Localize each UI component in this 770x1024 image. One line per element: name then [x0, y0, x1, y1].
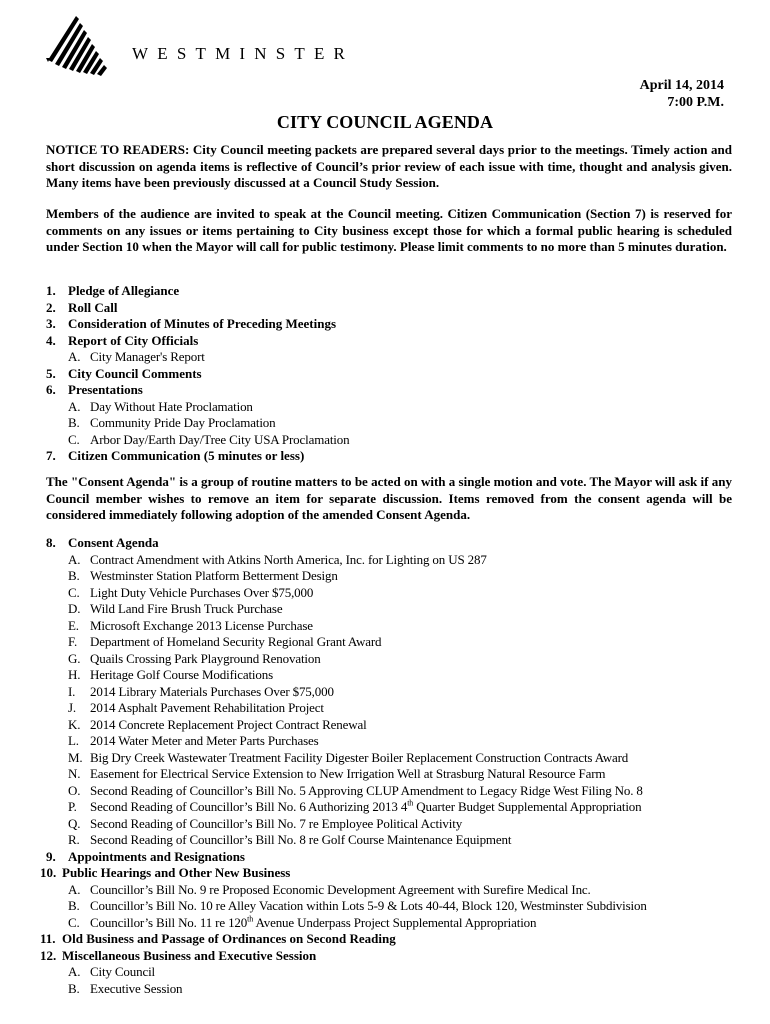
agenda-subitem: F. Department of Homeland Security Regional Grant Award [68, 634, 382, 649]
agenda-subitem: A. Contract Amendment with Atkins North America, Inc. for Lighting on US 287 [68, 551, 487, 567]
agenda-subitem: B. Councillor’s Bill No. 10 re Alley Vacation within Lots 5-9 & Lots 40-44, Block 120, Westminster Subdivision [68, 898, 647, 913]
agenda-item: 12. Miscellaneous Business and Executive Session [40, 947, 317, 963]
agenda-subitem: D. Wild Land Fire Brush Truck Purchase [68, 601, 283, 616]
city-name: WESTMINSTER [132, 44, 355, 63]
agenda-item: 9. Appointments and Resignations [46, 848, 245, 864]
meeting-date: April 14, 2014 [639, 78, 724, 93]
agenda-subitem: C. Arbor Day/Earth Day/Tree City USA Proclamation [68, 431, 350, 447]
agenda-subitem: A. Councillor’s Bill No. 9 re Proposed Economic Development Agreement with Surefire Medical Inc. [68, 881, 591, 897]
agenda-list-part1 [46, 283, 746, 465]
agenda-subitem: P. Second Reading of Councillor’s Bill No. 6 Authorizing 2013 4th Quarter Budget Supplemental Appropriation [68, 798, 642, 814]
agenda-item: 1. Pledge of Allegiance [46, 283, 180, 298]
agenda-subitem: B. Westminster Station Platform Betterment Design [68, 568, 338, 583]
agenda-subitem: I. 2014 Library Materials Purchases Over $75,000 [68, 683, 334, 699]
agenda-item: 11. Old Business and Passage of Ordinances on Second Reading [40, 931, 396, 946]
agenda-item: 10. Public Hearings and Other New Business [40, 865, 291, 880]
members-notice: Members of the audience are invited to speak at the Council meeting. Citizen Communication (Section 7) is reserved for comments on any issues or items pertaining to City business except those for which a formal public hearing is scheduled under Section 10 when the Mayor will call for public testimony. Please limit comments to no more than 5 minutes duration. [46, 206, 732, 254]
agenda-item: 5. City Council Comments [46, 365, 202, 381]
agenda-subitem: B. Executive Session [68, 980, 183, 996]
agenda-subitem: J. 2014 Asphalt Pavement Rehabilitation Project [68, 700, 324, 715]
westminster-logo-icon [46, 14, 110, 76]
agenda-subitem: O. Second Reading of Councillor’s Bill No. 5 Approving CLUP Amendment to Legacy Ridge West Filing No. 8 [68, 782, 643, 798]
agenda-subitem: A. City Council [68, 964, 156, 979]
agenda-subitem: H. Heritage Golf Course Modifications [68, 667, 273, 682]
agenda-subitem: C. Light Duty Vehicle Purchases Over $75,000 [68, 584, 314, 600]
agenda-item: 4. Report of City Officials [46, 332, 199, 348]
agenda-subitem: R. Second Reading of Councillor’s Bill No. 8 re Golf Course Maintenance Equipment [68, 832, 512, 847]
notice-to-readers: NOTICE TO READERS: City Council meeting packets are prepared several days prior to the meetings. Timely action and short discussion on agenda items is reflective of Council’s prior review of each issue with time, thought and analysis given. Many items have been previously discussed at a Council Study Session. [46, 142, 732, 190]
agenda-subitem: M. Big Dry Creek Wastewater Treatment Facility Digester Boiler Replacement Construction Contracts Award [68, 749, 629, 765]
agenda-item: 2. Roll Call [46, 299, 118, 315]
agenda-subitem: N. Easement for Electrical Service Extension to New Irrigation Well at Strasburg Natural Resource Farm [68, 766, 606, 781]
agenda-subitem: E. Microsoft Exchange 2013 License Purchase [68, 617, 313, 633]
consent-agenda-notice: The "Consent Agenda" is a group of routine matters to be acted on with a single motion and vote. The Mayor will ask if any Council member wishes to remove an item for separate discussion. Items removed from the consent agenda will be considered immediately following adoption of the amended Consent Agenda. [46, 474, 732, 522]
agenda-item: 8. Consent Agenda [46, 535, 159, 550]
meeting-time: 7:00 P.M. [667, 95, 724, 110]
agenda-subitem: B. Community Pride Day Proclamation [68, 415, 276, 430]
agenda-subitem: Q. Second Reading of Councillor’s Bill No. 7 re Employee Political Activity [68, 815, 463, 831]
agenda-list-part2 [40, 535, 746, 997]
agenda-subitem: A. City Manager's Report [68, 349, 205, 364]
agenda-subitem: K. 2014 Concrete Replacement Project Contract Renewal [68, 716, 367, 732]
page-title: CITY COUNCIL AGENDA [276, 112, 494, 132]
agenda-subitem: L. 2014 Water Meter and Meter Parts Purchases [68, 733, 319, 748]
agenda-item: 6. Presentations [46, 382, 143, 397]
agenda-item: 7. Citizen Communication (5 minutes or less) [46, 448, 305, 463]
agenda-subitem: C. Councillor’s Bill No. 11 re 120th Avenue Underpass Project Supplemental Appropriation [68, 914, 537, 930]
agenda-subitem: A. Day Without Hate Proclamation [68, 398, 253, 414]
meeting-datetime [640, 77, 724, 111]
agenda-item: 3. Consideration of Minutes of Preceding Meetings [46, 316, 337, 331]
agenda-subitem: G. Quails Crossing Park Playground Renovation [68, 650, 321, 666]
